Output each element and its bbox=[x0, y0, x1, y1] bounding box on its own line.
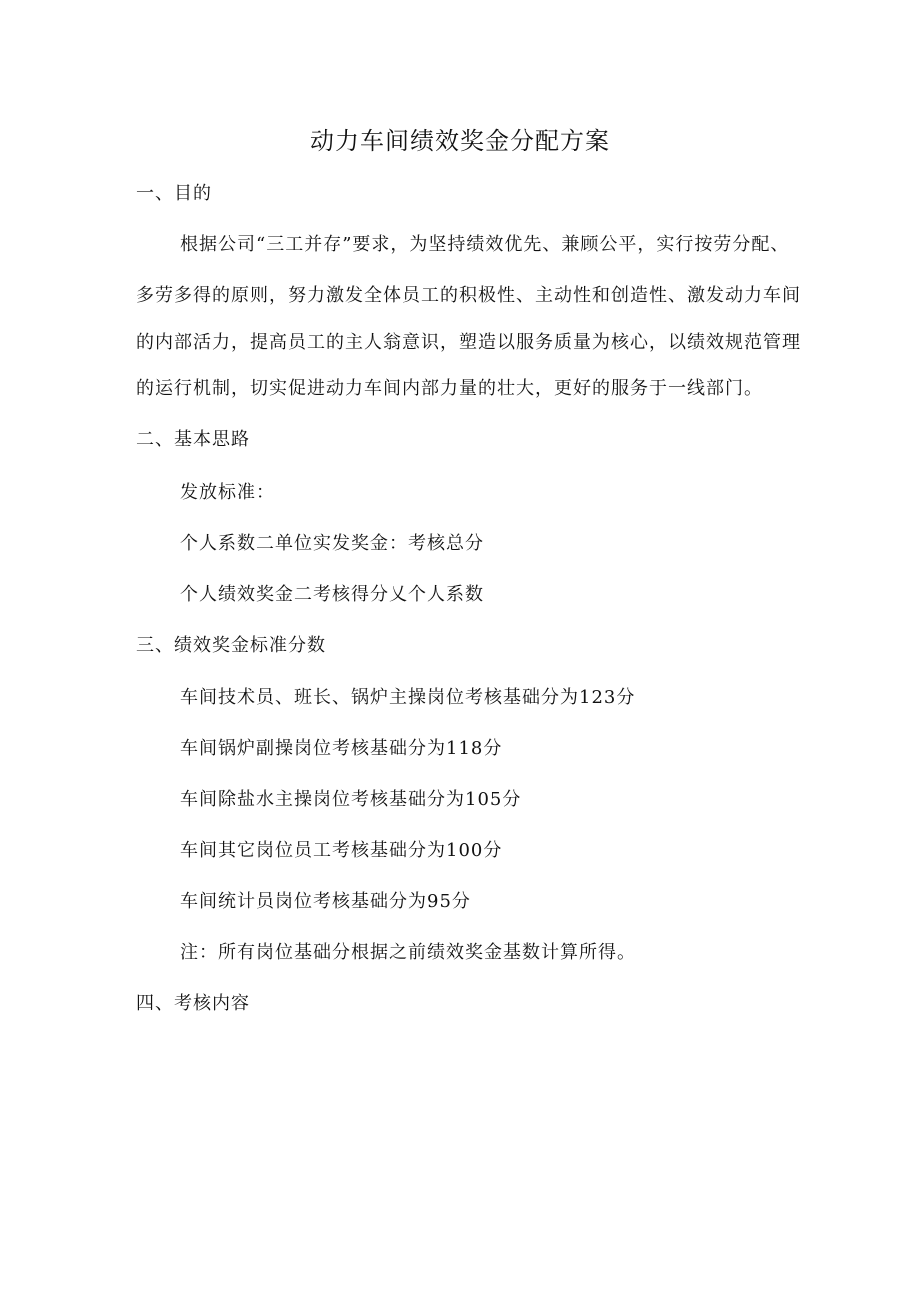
note-line: 注：所有岗位基础分根据之前绩效奖金基数计算所得。 bbox=[180, 942, 636, 963]
approach-line: 发放标准： bbox=[180, 482, 275, 503]
paragraph-line: 根据公司“三工并存”要求，为坚持绩效优先、兼顾公平，实行按劳分配、 bbox=[180, 234, 790, 255]
paragraph-line: 多劳多得的原则，努力激发全体员工的积极性、主动性和创造性、激发动力车间 bbox=[136, 285, 801, 306]
paragraph-line: 的内部活力，提高员工的主人翁意识，塑造以服务质量为核心，以绩效规范管理 bbox=[136, 332, 801, 353]
paragraph-line: 的运行机制，切实促进动力车间内部力量的壮大，更好的服务于一线部门。 bbox=[136, 378, 763, 399]
score-line: 车间统计员岗位考核基础分为95分 bbox=[180, 891, 471, 912]
approach-line: 个人绩效奖金二考核得分乂个人系数 bbox=[180, 584, 484, 605]
section-heading-approach: 二、基本思路 bbox=[136, 429, 250, 450]
section-heading-standard-scores: 三、绩效奖金标准分数 bbox=[136, 635, 326, 656]
document-title: 动力车间绩效奖金分配方案 bbox=[310, 127, 610, 155]
score-line: 车间除盐水主操岗位考核基础分为105分 bbox=[180, 789, 522, 810]
score-line: 车间技术员、班长、锅炉主操岗位考核基础分为123分 bbox=[180, 687, 636, 708]
score-line: 车间锅炉副操岗位考核基础分为118分 bbox=[180, 738, 503, 759]
section-heading-purpose: 一、目的 bbox=[136, 183, 212, 204]
section-heading-assessment: 四、考核内容 bbox=[136, 993, 250, 1014]
score-line: 车间其它岗位员工考核基础分为100分 bbox=[180, 840, 503, 861]
approach-line: 个人系数二单位实发奖金：考核总分 bbox=[180, 533, 484, 554]
